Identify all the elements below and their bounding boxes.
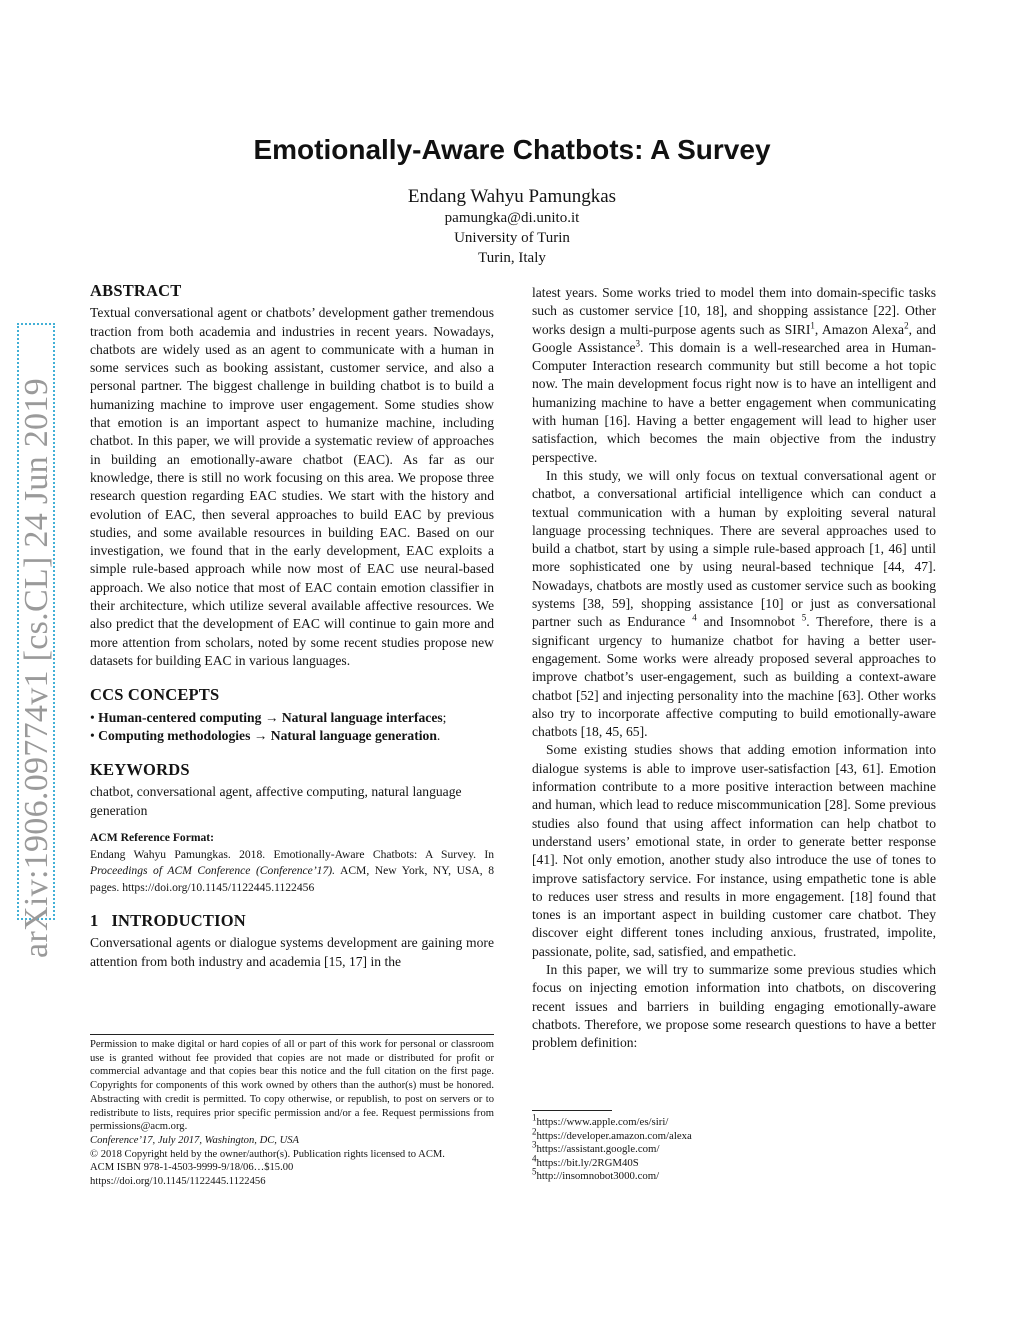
intro-heading: 1 INTRODUCTION <box>90 911 246 931</box>
intro-paragraph-1-cont: latest years. Some works tried to model them into domain-specific tasks such as customer service [10, 18], and shopping assistance [22]. Other works design a multi-purpose agents such as SIRI$^1$, Amazon Alexa$^2$, and Google Assistance$^3$. This domain is a well-researched area in Human-Computer Interaction research community but still become a hot topic now. The main development focus right now is to have an intelligent and humanizing machine to have a better engagement when communicating with human [16]. Having a better engagement will lead to higher user satisfaction, which becomes the main objective from the industry perspective. <box>532 285 936 465</box>
intro-paragraph-1-start: Conversational agents or dialogue systems development are gaining more attention from both industry and academia [15, 17] in the <box>90 935 494 969</box>
isbn-line: ACM ISBN 978-1-4503-9999-9/18/06…$15.00 <box>90 1162 294 1174</box>
ccs-item-1: • Human-centered computing → Natural language interfaces; <box>90 709 447 725</box>
author-email: pamungka@di.unito.it <box>444 210 580 226</box>
right-column <box>532 284 936 1052</box>
author-location: Turin, Italy <box>478 250 546 266</box>
left-column <box>90 282 494 971</box>
footnote-3: $^3$https://assistant.google.com/ <box>532 1139 660 1156</box>
keywords-heading: KEYWORDS <box>90 760 190 780</box>
permission-block <box>90 1038 494 1189</box>
permission-divider <box>90 1034 494 1035</box>
intro-paragraph-2: In this study, we will only focus on textual conversational agent or chatbot, a conversational artificial intelligence which can conduct a textual communication with a human by exploiting several natural language processing techniques. There are several approaches used to build a chatbot, start by using a simple rule-based approach [1, 46] until more sophisticated one by using neural-based technique [44, 47]. Nowadays, chatbots are mostly used as customer service such as booking systems [38, 59], shopping assistance [10] or just as conversational partner such as Endurance $^4$ and Insomnobot $^5$. Therefore, there is a significant urgency to humanize chatbot for having a better user-engagement. Some works were already proposed several approaches to improve chatbot’s user-engagement, such as building a context-aware chatbot [52] and injecting personality into the machine [63]. Other works also try to incorporate affective computing to build emotionally-aware chatbots [18, 45, 65]. <box>532 467 936 740</box>
acm-reference-text: Endang Wahyu Pamungkas. 2018. Emotionally-Aware Chatbots: A Survey. In Proceedings of ACM Conference (Conference’17). ACM, New York, NY, USA, 8 pages. https://doi.org/10.1145/1122445.1122456 <box>90 847 494 894</box>
footnote-3-link[interactable]: https://assistant.google.com/ <box>536 1143 660 1156</box>
acm-reference-heading: ACM Reference Format: <box>90 831 215 845</box>
keywords-text: chatbot, conversational agent, affective computing, natural language generation <box>90 784 462 818</box>
ccs-item-2: • Computing methodologies → Natural language generation. <box>90 727 441 743</box>
permission-text: Permission to make digital or hard copies of all or part of this work for personal or classroom use is granted without fee provided that copies are not made or distributed for profit or commercial advantage and that copies bear this notice and the full citation on the first page. Copyrights for components of this work owned by others than the author(s) must be honored. Abstracting with credit is permitted. To copy otherwise, or republish, to post on servers or to redistribute to lists, requires prior specific permission and/or a fee. Request permissions from permissions@acm.org. <box>90 1039 494 1133</box>
acm-reference <box>90 830 494 896</box>
footnote-divider <box>532 1110 612 1111</box>
doi-line: https://doi.org/10.1145/1122445.1122456 <box>90 1176 266 1188</box>
copyright-line: © 2018 Copyright held by the owner/author(s). Publication rights licensed to ACM. <box>90 1148 445 1160</box>
intro-paragraph-4: In this paper, we will try to summarize some previous studies which focus on injecting emotion information into chatbots, on discovering recent issues and barriers in building engaging emotionally-aware chatbots. Therefore, we propose some research questions to have a better problem definition: <box>532 961 936 1051</box>
footnote-ref-4[interactable]: 4 <box>692 612 697 623</box>
author-affiliation: University of Turin <box>454 230 570 246</box>
footnote-4: $^4$https://bit.ly/2RGM40S <box>532 1153 639 1169</box>
footnotes <box>532 1112 936 1184</box>
paper-title: Emotionally-Aware Chatbots: A Survey <box>253 134 771 165</box>
footnote-ref-2[interactable]: 2 <box>904 320 909 331</box>
author-name: Endang Wahyu Pamungkas <box>407 186 617 207</box>
footnote-ref-1[interactable]: 1 <box>810 320 815 331</box>
footnote-2-link[interactable]: https://developer.amazon.com/alexa <box>536 1129 692 1142</box>
footnote-ref-5[interactable]: 5 <box>801 612 807 623</box>
intro-paragraph-3: Some existing studies shows that adding emotion information into dialogue systems is able to improve user-satisfaction [43, 61]. Emotion information contribute to a more positive interaction between machine and human, which lead to reduce miscommunication [28]. Some previous studies also found that using affect information can help chatbot to understand users’ emotional state, in order to generate better response [41]. Not only emotion, another study also introduce the use of tones to improve satisfactory service. For instance, using empathetic tone is able to reduces user stress and results in more engagement. [18] found that tones is an important aspect in building customer care chatbot. They discover eight different tones including anxious, frustrated, impolite, passionate, polite, sad, satisfied, and empathetic. <box>532 742 936 959</box>
footnote-1: $^1$https://www.apple.com/es/siri/ <box>532 1112 669 1128</box>
footnote-5: $^5$http://insomnobot3000.com/ <box>532 1166 660 1183</box>
footnote-4-link[interactable]: https://bit.ly/2RGM40S <box>536 1156 639 1169</box>
footnote-2: $^2$https://developer.amazon.com/alexa <box>532 1126 692 1142</box>
footnote-5-link[interactable]: http://insomnobot3000.com/ <box>536 1170 660 1183</box>
footnote-1-link[interactable]: https://www.apple.com/es/siri/ <box>536 1116 669 1128</box>
arxiv-stamp: arXiv:1906.09774v1 [cs.CL] 24 Jun 2019 <box>18 378 55 958</box>
conference-info: Conference’17, July 2017, Washington, DC, USA <box>90 1134 300 1146</box>
abstract-text: Textual conversational agent or chatbots’ development gather tremendous traction from both academia and industries in recent years. Nowadays, chatbots are widely used as an agent to communicate with a human in some services such as booking assistant, customer service, and also a personal partner. The biggest challenge in building chatbot is to build a humanizing machine to improve user engagement. Some studies show that emotion is an important aspect to humanize machine, including chatbot. In this paper, we will provide a systematic review of approaches in building an emotionally-aware chatbot (EAC). As far as our knowledge, there is still no work focusing on this area. We propose three research question regarding EAC studies. We start with the history and evolution of EAC, then several approaches to build EAC by previous studies, and some available resources in building EAC. Based on our investigation, we found that in the early development, EAC exploits a simple rule-based approach while now most of EAC use neural-based approach. We also notice that most of EAC contain emotion classifier in their architecture, which utilize several available affective resources. We also predict that the development of EAC will continue to gain more and more attention from scholars, noted by some recent studies propose new datasets for building EAC in various languages. <box>90 305 494 668</box>
ccs-heading: CCS CONCEPTS <box>90 685 220 705</box>
abstract-heading: ABSTRACT <box>90 281 182 300</box>
footnote-ref-3[interactable]: 3 <box>635 338 641 349</box>
